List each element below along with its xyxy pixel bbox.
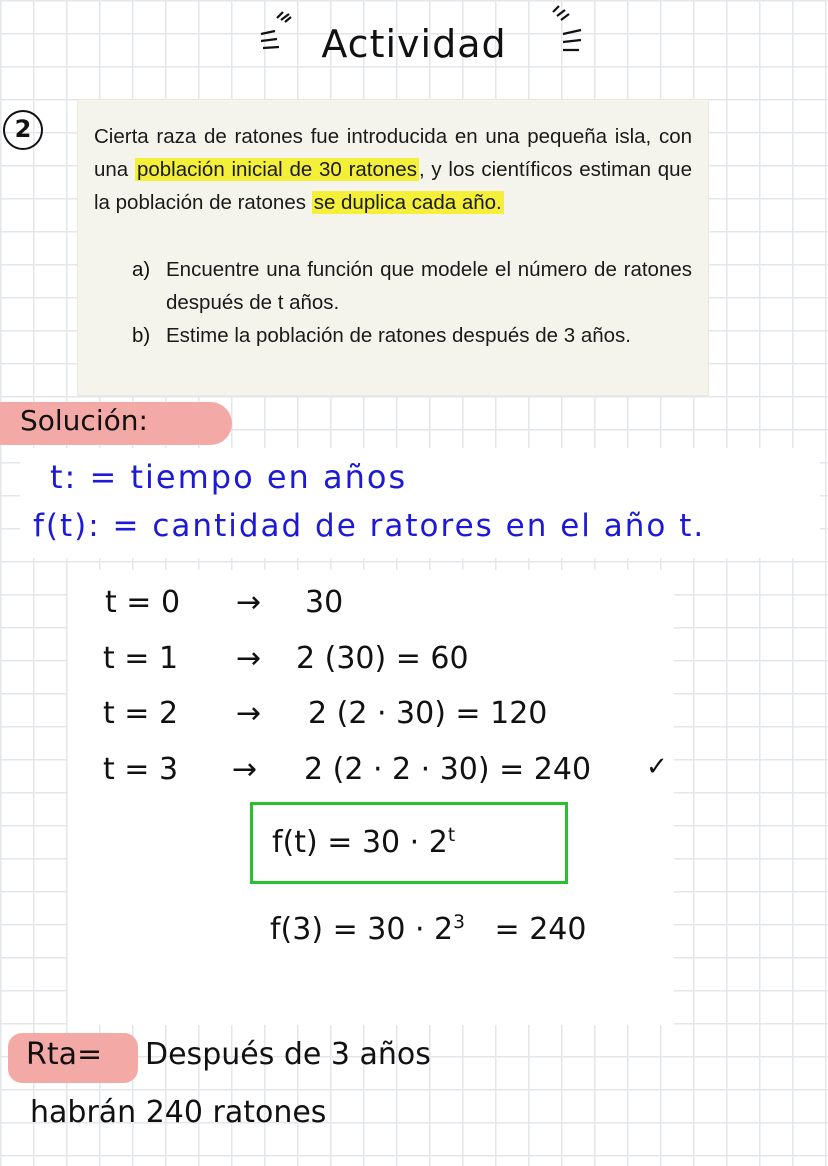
table-row xyxy=(103,696,178,731)
row-arrow: → xyxy=(236,641,262,676)
answer-label: Rta= xyxy=(26,1037,103,1072)
row-t: t = 3 xyxy=(103,752,179,787)
row-arrow: → xyxy=(232,752,258,787)
table-row xyxy=(105,585,180,620)
sparkle-right-icon xyxy=(535,4,595,60)
problem-number-badge: 2 xyxy=(3,110,43,150)
solution-label: Solución: xyxy=(20,404,148,437)
statement-text: , y los científicos estiman que la población de ratones xyxy=(94,158,692,214)
definition-f: f(t): = cantidad de ratores en el año t. xyxy=(33,508,706,544)
item-b-label: b) xyxy=(132,324,151,347)
definition-t: t: = tiempo en años xyxy=(50,458,408,496)
table-row xyxy=(103,641,178,676)
evaluation-base: f(3) = 30 · 2 xyxy=(270,912,454,947)
row-t: t = 1 xyxy=(103,641,179,676)
work-area xyxy=(68,570,674,1025)
check-mark-icon: ✓ xyxy=(646,752,668,782)
row-value: 2 (2 · 30) = 120 xyxy=(308,696,548,731)
row-value: 30 xyxy=(305,585,344,620)
problem-card xyxy=(78,100,708,395)
sparkle-left-icon xyxy=(255,8,315,58)
evaluation xyxy=(270,912,586,947)
row-t: t = 2 xyxy=(103,696,179,731)
row-arrow: → xyxy=(236,585,262,620)
row-value: 2 (2 · 2 · 30) = 240 xyxy=(304,752,592,787)
formula xyxy=(272,825,455,860)
formula-base: f(t) = 30 · 2 xyxy=(272,825,448,860)
answer-line-2: habrán 240 ratones xyxy=(30,1095,327,1130)
page-title: Actividad xyxy=(321,22,507,66)
item-a-label: a) xyxy=(132,258,151,281)
item-a-text: Encuentre una función que modele el número de ratones después de t años. xyxy=(166,258,692,314)
evaluation-exponent: 3 xyxy=(453,912,465,933)
highlighted-text: se duplica cada año. xyxy=(313,191,502,214)
highlighted-text: población inicial de 30 ratones xyxy=(136,158,417,181)
row-value: 2 (30) = 60 xyxy=(296,641,469,676)
formula-exponent: t xyxy=(447,825,456,846)
statement-text: Cierta raza de ratones fue introducida en una pequeña isla, con una xyxy=(94,125,692,181)
row-t: t = 0 xyxy=(105,585,181,620)
evaluation-result: = 240 xyxy=(494,912,587,947)
answer-line-1: Después de 3 años xyxy=(145,1037,431,1072)
table-row xyxy=(103,752,178,787)
problem-statement xyxy=(94,120,692,219)
item-b-text: Estime la población de ratones después de 3 años. xyxy=(166,324,631,347)
row-arrow: → xyxy=(236,696,262,731)
